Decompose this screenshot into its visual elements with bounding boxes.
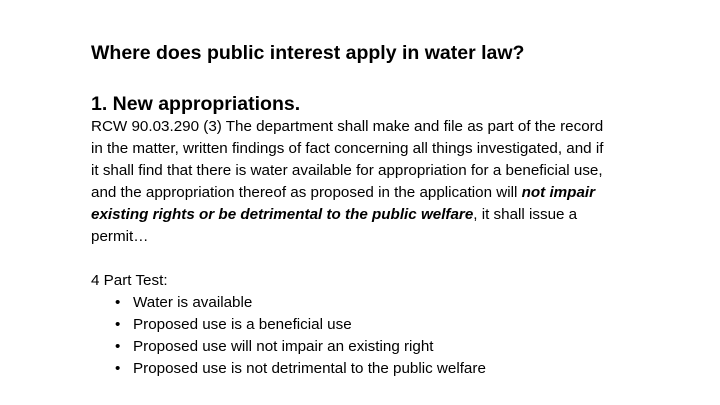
bullet-icon: • <box>115 294 121 311</box>
bullet-icon: • <box>115 360 121 377</box>
list-item-text: Proposed use is not detrimental to the public welfare <box>133 360 486 377</box>
statute-text: RCW 90.03.290 (3) The department shall make and file as part of the record in the matter, written findings of fact concerning all things investigated, and if it shall find that there is water available for appropriation for a beneficial use, and the appropriation thereof as proposed in the application will <box>91 118 604 201</box>
list-item <box>115 358 611 380</box>
section-heading: 1. New appropriations. <box>91 93 301 115</box>
slide-title: Where does public interest apply in water law? <box>91 42 525 64</box>
list-item-text: Proposed use will not impair an existing right <box>133 338 434 355</box>
statute-paragraph <box>91 116 611 248</box>
bullet-icon: • <box>115 316 121 333</box>
test-label: 4 Part Test: <box>91 272 168 289</box>
bullet-icon: • <box>115 338 121 355</box>
statute-text-end: , it shall issue a permit… <box>91 206 578 245</box>
list-item-text: Water is available <box>133 294 253 311</box>
list-item <box>115 314 611 336</box>
statute-emphasis: not impair existing rights or be detrimental to the public welfare <box>91 184 596 223</box>
test-list <box>91 292 611 380</box>
list-item <box>115 292 611 314</box>
list-item-text: Proposed use is a beneficial use <box>133 316 352 333</box>
slide-content <box>91 40 611 380</box>
list-item <box>115 336 611 358</box>
